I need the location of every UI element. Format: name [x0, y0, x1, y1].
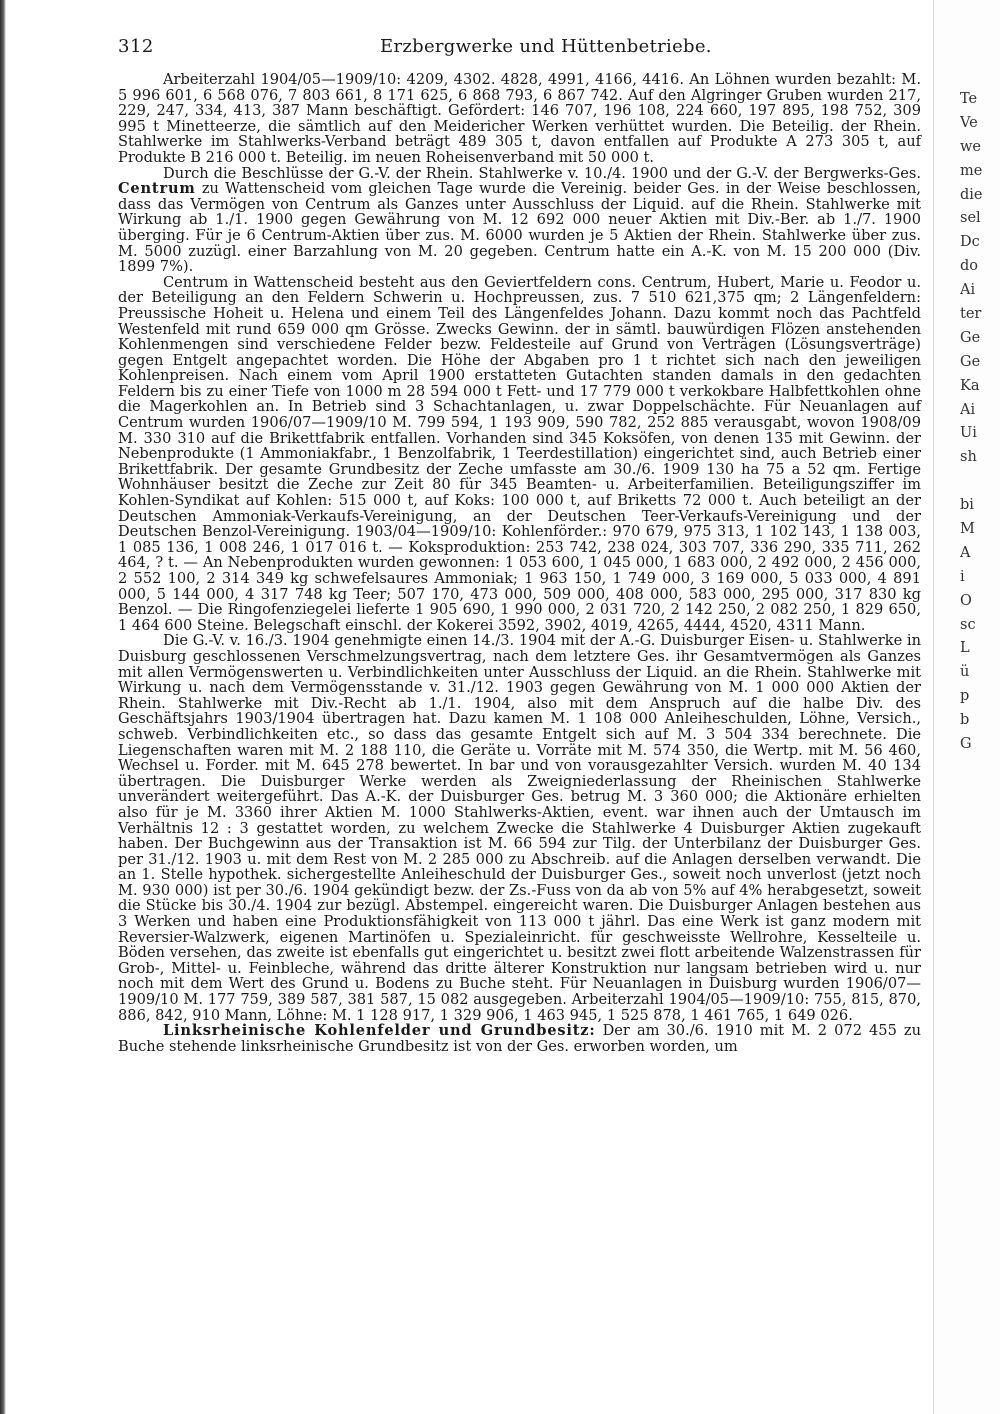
facing-page-fragment: bi	[960, 497, 974, 514]
paragraph-text: zu Wattenscheid vom gleichen Tage wurde die Vereinig. beider Ges. in der Weise beschlossen, dass das Vermögen von Centrum als Ganzes unter Ausschluss der Liquid. auf die Rhein. Stahlwerke mit Wirkung ab 1./1. 1900 gegen Gewährung von M. 12 692 000 neuer Aktien mit Div.-Ber. ab 1./7. 1900 überging. Für je 6 Centrum-Aktien über zus. M. 6000 wurden je 5 Aktien der Rhein. Stahlwerke über zus. M. 5000 zuzügl. einer Barzahlung von M. 20 gegeben. Centrum hatte ein A.-K. von M. 15 200 000 (Div. 1899 7%).	[118, 180, 921, 276]
facing-page-fragment: Ai	[960, 282, 976, 299]
paragraph-text: Der am 30./6. 1910 mit M. 2 072 455 zu Buche stehende linksrheinische Grundbesitz ist von der Ges. erworben worden, um	[118, 1022, 921, 1055]
running-title: Erzbergwerke und Hüttenbetriebe.	[380, 36, 712, 57]
facing-page-fragment: Dc	[960, 234, 980, 251]
paragraph-centrum-fields: Centrum in Wattenscheid besteht aus den Geviertfeldern cons. Centrum, Hubert, Marie u. Feodor u. der Beteiligung an den Feldern Schwerin u. Hochpreussen, zus. 7 510 621,375 qm; 2 Längenfeldern: Preussische Hoheit u. Helena und einem Teil des Längenfeldes Johann. Dazu kommt noch das Pachtfeld Westenfeld mit rund 659 000 qm Grösse. Zwecks Gewinn. der in sämtl. bauwürdigen Flözen anstehenden Kohlenmengen sind verschiedene Felder bezw. Feldesteile auf Grund von Verträgen (Lösungsverträge) gegen Entgelt angepachtet worden. Die Höhe der Abgaben pro 1 t richtet sich nach den jeweiligen Kohlenpreisen. Nach einem vom April 1900 erstatteten Gutachten standen damals in den gedachten Feldern bis zu einer Tiefe von 1000 m 28 594 000 t Fett- und 17 779 000 t verkokbare Halbfettkohlen ohne die Magerkohlen an. In Betrieb sind 3 Schachtanlagen, u. zwar Doppelschächte. Für Neuanlagen auf Centrum wurden 1906/07—1909/10 M. 799 594, 1 193 909, 590 782, 252 885 verausgabt, wovon 1908/09 M. 330 310 auf die Brikettfabrik entfallen. Vorhanden sind 345 Koksöfen, von denen 135 mit Gewinn. der Nebenprodukte (1 Ammoniakfabr., 1 Benzolfabrik, 1 Teerdestillation) eingerichtet sind, auch Betrieb einer Brikettfabrik. Der gesamte Grundbesitz der Zeche umfasste am 30./6. 1909 130 ha 75 a 52 qm. Fertige Wohnhäuser besitzt die Zeche zur Zeit 80 für 345 Beamten- u. Arbeiterfamilien. Beteiligungsziffer im Kohlen-Syndikat auf Kohlen: 515 000 t, auf Koks: 100 000 t, auf Briketts 72 000 t. Auch beteiligt an der Deutschen Ammoniak-Verkaufs-Vereinigung, an der Deutschen Teer-Verkaufs-Vereinigung und der Deutschen Benzol-Vereinigung. 1903/04—1909/10: Kohlenförder.: 970 679, 975 313, 1 102 143, 1 138 003, 1 085 136, 1 008 246, 1 017 016 t. — Koksproduktion: 253 742, 238 024, 303 707, 336 290, 335 711, 262 464, ? t. — An Nebenprodukten wurden gewonnen: 1 053 600, 1 045 000, 1 683 000, 2 492 000, 2 456 000, 2 552 100, 2 314 349 kg schwefelsaures Ammoniak; 1 963 150, 1 749 000, 3 169 000, 5 033 000, 4 891 000, 5 144 000, 4 317 748 kg Teer; 507 170, 473 000, 509 000, 408 000, 583 000, 295 000, 317 830 kg Benzol. — Die Ringofenziegelei lieferte 1 905 690, 1 990 000, 2 031 720, 2 142 250, 2 082 250, 1 829 650, 1 464 600 Steine. Belegschaft einschl. der Kokerei 3592, 3902, 4019, 4265, 4444, 4520, 4311 Mann.	[118, 273, 921, 634]
body-text	[118, 72, 921, 1054]
facing-page-fragment: G	[960, 736, 972, 753]
paragraph-workforce: Arbeiterzahl 1904/05—1909/10: 4209, 4302. 4828, 4991, 4166, 4416. An Löhnen wurden bezahlt: M. 5 996 601, 6 568 076, 7 803 661, 8 171 625, 6 868 793, 6 867 742. Auf den Algringer Gruben wurden 217, 229, 247, 334, 413, 387 Mann beschäftigt. Gefördert: 146 707, 196 108, 224 660, 197 895, 198 752, 309 995 t Minetteerze, die sämtlich auf den Meidericher Werken verhüttet wurden. Die Beteilig. der Rhein. Stahlwerke im Stahlwerks-Verband beträgt 489 305 t, davon entfallen auf Produkte A 273 305 t, auf Produkte B 216 000 t. Beteilig. im neuen Roheisenverband mit 50 000 t.	[118, 71, 921, 166]
facing-page-fragment: L	[960, 640, 970, 657]
paragraph-duisburg-merger: Die G.-V. v. 16./3. 1904 genehmigte einen 14./3. 1904 mit der A.-G. Duisburger Eisen- u. Stahlwerke in Duisburg geschlossenen Verschmelzungsvertrag, nach dem letztere Ges. ihr Gesamtvermögen als Ganzes mit allen Vermögenswerten u. Verbindlichkeiten unter Ausschluss der Liquid. an die Rhein. Stahlwerke mit Wirkung u. nach dem Vermögensstande v. 31./12. 1903 gegen Gewährung von M. 1 000 000 Aktien der Rhein. Stahlwerke mit Div.-Recht ab 1./1. 1904, also mit dem Anspruch auf die halbe Div. des Geschäftsjahrs 1903/1904 übertragen hat. Dazu kamen M. 1 108 000 Anleiheschulden, Löhne, Versich., schweb. Verbindlichkeiten etc., so dass das gesamte Entgelt sich auf M. 3 504 334 berechnete. Die Liegenschaften waren mit M. 2 188 110, die Geräte u. Vorräte mit M. 574 350, die Wertp. mit M. 56 460, Wechsel u. Forder. mit M. 645 278 bewertet. In bar und von vorausgezahlter Versich. wurden M. 40 134 übertragen. Die Duisburger Werke werden als Zweigniederlassung der Rheinischen Stahlwerke unverändert weitergeführt. Das A.-K. der Duisburger Ges. betrug M. 3 360 000; die Aktionäre erhielten also für je M. 3360 ihrer Aktien M. 1000 Stahlwerks-Aktien, event. war ihnen auch der Umtausch im Verhältnis 12 : 3 gestattet worden, zu welchem Zwecke die Stahlwerke 4 Duisburger Aktien zugekauft haben. Der Buchgewinn aus der Transaktion ist M. 66 594 zur Tilg. der Unterbilanz der Duisburger Ges. per 31./12. 1903 u. mit dem Rest von M. 2 285 000 zu Abschreib. auf die Anlagen derselben verwandt. Die an 1. Stelle hypothek. sichergestellte Anleiheschuld der Duisburger Ges., soweit noch unverlost (jetzt noch M. 930 000) ist per 30./6. 1904 gekündigt bezw. der Zs.-Fuss von da ab von 5% auf 4% herabgesetzt, soweit die Stücke bis 30./4. 1904 zur bezügl. Abstempel. eingereicht waren. Die Duisburger Anlagen bestehen aus 3 Werken und haben eine Produktionsfähigkeit von 113 000 t jährl. Das eine Werk ist ganz modern mit Reversier-Walzwerk, eigenen Martinöfen u. Spezialeinricht. für geschweisste Wellrohre, Kesselteile u. Böden versehen, das zweite ist ebenfalls gut eingerichtet u. besitzt zwei flott arbeitende Walzenstrassen für Grob-, Mittel- u. Feinbleche, während das dritte älterer Konstruktion nur langsam betrieben wird u. nur noch mit dem Wert des Grund u. Bodens zu Buche steht. Für Neuanlagen in Duisburg wurden 1906/07—1909/10 M. 177 759, 389 587, 381 587, 15 082 ausgegeben. Arbeiterzahl 1904/05—1909/10: 755, 815, 870, 886, 842, 910 Mann, Löhne: M. 1 128 917, 1 329 906, 1 463 945, 1 525 878, 1 461 765, 1 649 026.	[118, 632, 921, 1024]
facing-page-fragment: Ge	[960, 329, 981, 346]
facing-page-fragment: b	[960, 712, 970, 729]
facing-page-fragment: Ve	[960, 114, 978, 131]
section-heading-left-rhine: Linksrheinische Kohlenfelder und Grundbesitz:	[163, 1022, 596, 1040]
facing-page-fragment: O	[960, 592, 972, 609]
facing-page-fragment: i	[960, 568, 965, 585]
facing-page-fragment: sc	[960, 616, 976, 633]
facing-page-fragment: do	[960, 258, 979, 275]
facing-page-fragment: ü	[960, 664, 970, 681]
facing-page-fragment: sel	[960, 210, 981, 227]
facing-page-fragment: Ui	[960, 425, 977, 442]
facing-page-fragment: M	[960, 521, 975, 538]
page-number: 312	[118, 36, 154, 57]
paragraph-left-rhine-coalfields	[118, 1023, 921, 1054]
facing-page-fragment: Ge	[960, 353, 981, 370]
facing-page-fragment: die	[960, 186, 983, 203]
facing-page-fragment: Ai	[960, 401, 976, 418]
facing-page-text-fragments	[960, 88, 1000, 757]
facing-page-fragment: we	[960, 138, 981, 155]
facing-page-fragment	[960, 470, 1000, 494]
facing-page-fragment: Ka	[960, 377, 980, 394]
facing-page-fragment: sh	[960, 449, 977, 466]
paragraph-text: Durch die Beschlüsse der G.-V. der Rhein. Stahlwerke v. 10./4. 1900 und der G.-V. der Bergwerks-Ges.	[163, 164, 921, 182]
facing-page-fragment: p	[960, 688, 970, 705]
book-spine-shadow	[0, 0, 6, 1414]
facing-page-fragment: ter	[960, 306, 982, 323]
facing-page-fragment: Te	[960, 91, 978, 107]
paragraph-centrum-merger	[118, 166, 921, 275]
page-header	[118, 36, 908, 60]
facing-page-fragment: me	[960, 162, 983, 179]
company-name-centrum: Centrum	[118, 180, 196, 198]
facing-page-fragment: A	[960, 544, 971, 561]
